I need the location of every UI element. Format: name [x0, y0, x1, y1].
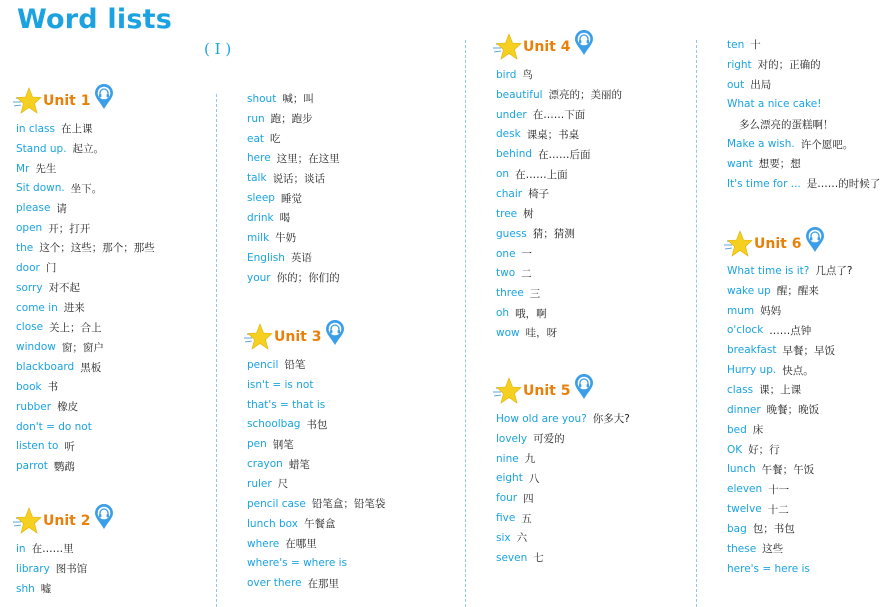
chinese-meaning: 猜；猜测 — [532, 228, 575, 241]
english-term: schoolbag — [247, 418, 301, 431]
english-term: come in — [16, 301, 58, 314]
unit-3-label: Unit 3 — [274, 329, 322, 345]
english-term: bag — [727, 522, 747, 535]
english-term: What a nice cake! — [727, 98, 822, 111]
word-entry — [727, 519, 852, 539]
chinese-meaning: 在……后面 — [538, 148, 591, 161]
english-term: What time is it? — [727, 264, 810, 277]
star-icon — [12, 86, 42, 116]
word-entry — [727, 281, 852, 301]
english-term: three — [496, 287, 524, 300]
word-entry — [727, 174, 880, 194]
english-term: crayon — [247, 458, 283, 471]
word-entry — [247, 188, 340, 208]
chinese-meaning: 在哪里 — [285, 538, 317, 551]
english-term: wake up — [727, 284, 771, 297]
word-entry — [496, 263, 622, 283]
word-entry — [16, 559, 87, 579]
english-term: nine — [496, 452, 519, 465]
chinese-meaning: 书包 — [306, 418, 328, 431]
unit-5-header — [492, 376, 594, 406]
english-term: right — [727, 58, 752, 71]
word-entry — [247, 248, 340, 268]
english-term: shh — [16, 582, 35, 595]
chinese-meaning: 在那里 — [307, 577, 340, 590]
english-term: Make a wish. — [727, 138, 795, 151]
word-entry — [16, 179, 155, 199]
chinese-meaning: 听 — [64, 440, 75, 453]
word-entry — [727, 559, 852, 579]
chinese-meaning: 在……上面 — [515, 168, 568, 181]
chinese-meaning: 尺 — [277, 478, 289, 491]
chinese-meaning: 在上课 — [60, 123, 93, 136]
english-term: guess — [496, 227, 527, 240]
english-term: eight — [496, 472, 523, 485]
chinese-meaning: 午餐；午饭 — [761, 463, 815, 476]
word-entry — [16, 278, 155, 298]
english-term: lovely — [496, 432, 528, 445]
english-term: book — [16, 380, 42, 393]
chinese-meaning: 四 — [523, 492, 534, 505]
unit-2-word-list — [16, 539, 87, 599]
star-icon — [12, 506, 42, 536]
chinese-meaning: 九 — [524, 453, 536, 466]
chinese-meaning: 对的；正确的 — [757, 59, 821, 72]
english-term: these — [727, 542, 757, 555]
english-term: ruler — [247, 477, 272, 490]
unit-5-label: Unit 5 — [523, 383, 571, 399]
chinese-meaning: 晚餐；晚饭 — [766, 404, 820, 417]
english-term: sleep — [247, 192, 275, 205]
word-entry — [16, 357, 155, 377]
word-entry — [496, 204, 622, 224]
word-entry — [727, 75, 880, 95]
english-term: lunch — [727, 463, 756, 476]
word-entry — [247, 89, 340, 109]
english-term: two — [496, 267, 516, 280]
word-entry — [727, 380, 852, 400]
chinese-meaning: 床 — [752, 424, 764, 437]
chinese-meaning: 请 — [56, 202, 67, 215]
english-term: dinner — [727, 403, 761, 416]
english-term: in class — [16, 122, 55, 135]
english-term: where's = where is — [247, 557, 348, 570]
chinese-meaning: 十 — [750, 39, 761, 52]
chinese-meaning: 这里；在这里 — [276, 152, 340, 165]
chinese-meaning: 开；打开 — [48, 222, 91, 235]
word-entry — [496, 125, 622, 145]
word-entry — [16, 539, 87, 559]
english-term: beautiful — [496, 88, 543, 101]
word-entry — [16, 579, 87, 599]
english-term: shout — [247, 92, 277, 105]
star-icon — [492, 32, 522, 62]
english-term: Stand up. — [16, 142, 67, 155]
unit-1-word-list — [16, 119, 155, 476]
word-entry — [16, 139, 155, 159]
unit-6-word-list — [727, 261, 852, 579]
chinese-meaning: 橡皮 — [57, 401, 79, 414]
word-entry — [727, 321, 852, 341]
chinese-meaning: 早餐；早饭 — [782, 344, 835, 357]
word-entry — [16, 377, 155, 397]
word-entry — [496, 283, 622, 303]
chinese-meaning: 出局 — [750, 79, 772, 92]
chinese-meaning: 关上；合上 — [49, 321, 102, 334]
word-entry — [727, 459, 852, 479]
english-term: one — [496, 247, 516, 260]
english-term: window — [16, 341, 56, 354]
chinese-meaning: 十一 — [768, 483, 790, 496]
chinese-meaning: 哇，呀 — [525, 327, 558, 340]
word-entry — [247, 534, 385, 554]
english-term: pencil case — [247, 497, 306, 510]
english-term: listen to — [16, 440, 59, 453]
chinese-meaning: 先生 — [35, 163, 57, 176]
word-entry — [247, 168, 340, 188]
star-icon — [723, 229, 753, 259]
chinese-meaning: 蜡笔 — [288, 458, 310, 471]
word-entry — [247, 553, 385, 573]
chinese-meaning: 起立。 — [72, 143, 105, 156]
word-entry — [496, 244, 622, 264]
word-entry — [496, 429, 630, 449]
english-term: How old are you? — [496, 412, 587, 425]
word-entry — [16, 198, 155, 218]
page-title: Word lists — [17, 4, 172, 35]
word-entry — [247, 268, 340, 288]
english-term: open — [16, 222, 43, 235]
chinese-meaning: 进来 — [63, 302, 85, 315]
english-term: here — [247, 152, 271, 165]
english-term: out — [727, 78, 745, 91]
word-entry — [496, 528, 630, 548]
chinese-meaning: 午餐盒 — [303, 518, 336, 531]
chinese-meaning: 图书馆 — [55, 563, 88, 576]
chinese-meaning: 喊；叫 — [282, 93, 314, 106]
word-entry — [496, 144, 622, 164]
english-term: milk — [247, 231, 270, 244]
word-entry — [247, 395, 385, 415]
chinese-meaning: 坐下。 — [70, 182, 103, 195]
chinese-meaning: 这些 — [762, 543, 784, 556]
english-term: blackboard — [16, 361, 75, 374]
english-term: desk — [496, 128, 521, 141]
word-entry — [727, 261, 852, 281]
word-entry — [16, 238, 155, 258]
chinese-meaning: 是……的时候了 — [806, 178, 881, 191]
chinese-meaning: 好；行 — [748, 444, 780, 457]
english-term: English — [247, 251, 285, 264]
word-entry — [496, 65, 622, 85]
column-divider — [696, 40, 697, 607]
word-entry — [496, 105, 622, 125]
chinese-meaning: ……点钟 — [769, 324, 812, 337]
unit-6-label: Unit 6 — [754, 236, 802, 252]
word-entry — [727, 539, 852, 559]
word-entry — [496, 508, 630, 528]
english-term: run — [247, 112, 265, 125]
word-entry — [247, 415, 385, 435]
english-term: library — [16, 562, 50, 575]
word-entry — [496, 184, 622, 204]
word-entry — [16, 159, 155, 179]
unit-3-header — [243, 322, 345, 352]
english-term: isn't = is not — [247, 378, 314, 391]
chinese-meaning: 英语 — [290, 252, 312, 265]
word-entry — [247, 434, 385, 454]
chinese-meaning: 铅笔盒；铅笔袋 — [311, 498, 386, 511]
word-entry — [247, 474, 385, 494]
english-term: that's = that is — [247, 398, 326, 411]
word-entry — [496, 85, 622, 105]
chinese-meaning: 八 — [528, 472, 540, 485]
chinese-meaning: 哦，啊 — [515, 307, 547, 320]
english-term: OK — [727, 443, 743, 456]
chinese-meaning: 鹦鹉 — [53, 460, 75, 473]
english-term: lunch box — [247, 517, 298, 530]
column-divider — [465, 40, 466, 607]
chinese-meaning: 六 — [516, 532, 528, 545]
english-term: please — [16, 202, 51, 215]
chinese-meaning: 许个愿吧。 — [800, 138, 854, 151]
english-term: over there — [247, 577, 302, 590]
chinese-meaning: 几点了? — [815, 265, 853, 278]
word-entry — [727, 154, 880, 174]
chinese-meaning: 椅子 — [528, 188, 550, 201]
english-term: seven — [496, 551, 528, 564]
word-entry — [16, 218, 155, 238]
english-term: tree — [496, 207, 518, 220]
chinese-meaning: 课；上课 — [759, 384, 802, 397]
english-term: pen — [247, 438, 267, 451]
word-entry — [496, 469, 630, 489]
chinese-meaning: 想要；想 — [758, 158, 801, 171]
word-entry — [247, 109, 340, 129]
chinese-meaning: 二 — [521, 267, 532, 280]
english-term: don't = do not — [16, 420, 92, 433]
word-entry — [727, 35, 880, 55]
unit-4-word-list — [496, 65, 622, 343]
english-term: five — [496, 512, 516, 525]
english-term: twelve — [727, 503, 762, 516]
chinese-meaning: 醒；醒来 — [776, 285, 819, 298]
chinese-meaning: 睡觉 — [280, 192, 302, 205]
audio-icon[interactable] — [805, 227, 825, 253]
word-entry — [247, 149, 340, 169]
unit-3-word-list — [247, 355, 385, 593]
word-entry — [16, 417, 155, 437]
word-entry — [247, 228, 340, 248]
english-term: bird — [496, 68, 517, 81]
word-entry — [727, 301, 852, 321]
chinese-meaning: 多么漂亮的蛋糕啊！ — [739, 118, 834, 131]
chinese-meaning: 妈妈 — [760, 305, 782, 318]
word-entry — [727, 360, 852, 380]
word-entry — [247, 514, 385, 534]
chinese-meaning: 在……里 — [31, 543, 74, 556]
chinese-meaning: 吃 — [270, 133, 281, 146]
word-entry — [727, 499, 852, 519]
english-term: chair — [496, 187, 523, 200]
english-term: in — [16, 542, 26, 555]
word-entry — [16, 337, 155, 357]
english-term: the — [16, 241, 34, 254]
english-term: parrot — [16, 460, 48, 473]
word-entry — [496, 488, 630, 508]
chinese-meaning: 包；书包 — [752, 523, 795, 536]
english-term: six — [496, 531, 511, 544]
chinese-meaning: 牛奶 — [275, 232, 297, 245]
chinese-meaning: 五 — [521, 512, 532, 525]
chinese-meaning: 说话；谈话 — [272, 172, 326, 185]
chinese-meaning: 这个；这些；那个；那些 — [39, 242, 155, 255]
chinese-meaning: 跑；跑步 — [270, 113, 313, 126]
word-entry — [247, 355, 385, 375]
unit-6-header — [723, 229, 825, 259]
english-term: o'clock — [727, 324, 764, 337]
word-entry — [496, 409, 630, 429]
chinese-meaning: 树 — [523, 208, 534, 221]
unit-5-word-list — [496, 409, 630, 568]
english-term: under — [496, 108, 527, 121]
chinese-meaning: 书 — [47, 381, 59, 394]
word-entry — [727, 134, 880, 154]
word-entry — [247, 494, 385, 514]
chinese-meaning: 钢笔 — [272, 438, 294, 451]
chinese-meaning: 你多大? — [592, 413, 630, 426]
chinese-meaning: 一 — [521, 248, 533, 261]
unit-5-word-list-continued — [727, 35, 880, 194]
english-term: mum — [727, 304, 755, 317]
word-entry — [727, 400, 852, 420]
chinese-meaning: 你的；你们的 — [276, 272, 340, 285]
english-term: door — [16, 261, 40, 274]
word-entry — [16, 317, 155, 337]
english-term: ten — [727, 38, 745, 51]
word-entry — [496, 224, 622, 244]
word-entry — [496, 323, 622, 343]
chinese-meaning: 可爱的 — [533, 433, 565, 446]
english-term: wow — [496, 326, 520, 339]
audio-icon[interactable] — [574, 374, 594, 400]
chinese-meaning: 鸟 — [522, 69, 533, 82]
word-entry — [727, 479, 852, 499]
word-entry — [496, 548, 630, 568]
audio-icon[interactable] — [94, 504, 114, 530]
chinese-meaning: 快点。 — [782, 364, 814, 377]
word-entry — [496, 449, 630, 469]
word-entry — [16, 258, 155, 278]
english-term: drink — [247, 211, 274, 224]
english-term: behind — [496, 148, 533, 161]
english-term: sorry — [16, 281, 43, 294]
star-icon — [243, 322, 273, 352]
chinese-meaning: 漂亮的；美丽的 — [548, 89, 623, 102]
word-entry — [727, 55, 880, 75]
english-term: Sit down. — [16, 182, 65, 195]
chinese-meaning: 十二 — [767, 503, 789, 516]
word-entry — [16, 437, 155, 457]
unit-1-word-list-continued — [247, 89, 340, 287]
english-term: class — [727, 383, 754, 396]
chinese-meaning: 课桌；书桌 — [526, 128, 580, 141]
english-term: It's time for ... — [727, 177, 801, 190]
chinese-meaning: 三 — [529, 287, 541, 300]
english-term: bed — [727, 423, 747, 436]
chinese-meaning: 在……下面 — [532, 109, 586, 122]
english-term: eleven — [727, 483, 763, 496]
audio-icon[interactable] — [94, 84, 114, 110]
chinese-meaning: 对不起 — [48, 282, 81, 295]
word-entry — [16, 298, 155, 318]
word-entry — [247, 129, 340, 149]
word-entry — [727, 95, 880, 115]
english-term: oh — [496, 307, 510, 320]
chinese-meaning: 黑板 — [80, 361, 102, 374]
english-term: Mr — [16, 162, 30, 175]
word-entry — [727, 114, 880, 134]
word-entry — [16, 397, 155, 417]
chinese-meaning: 喝 — [279, 212, 291, 225]
word-entry — [247, 454, 385, 474]
chinese-meaning: 七 — [533, 552, 544, 565]
word-entry — [727, 340, 852, 360]
english-term: pencil — [247, 358, 279, 371]
audio-icon[interactable] — [574, 30, 594, 56]
star-icon — [492, 376, 522, 406]
english-term: talk — [247, 172, 267, 185]
chinese-meaning: 门 — [45, 262, 57, 275]
english-term: where — [247, 537, 280, 550]
english-term: Hurry up. — [727, 364, 777, 377]
unit-4-label: Unit 4 — [523, 39, 571, 55]
chinese-meaning: 铅笔 — [284, 359, 306, 372]
word-entry — [247, 375, 385, 395]
word-entry — [496, 303, 622, 323]
word-entry — [16, 119, 155, 139]
section-number: ( I ) — [204, 40, 232, 58]
english-term: breakfast — [727, 344, 777, 357]
word-entry — [727, 420, 852, 440]
english-term: on — [496, 168, 510, 181]
english-term: eat — [247, 132, 265, 145]
chinese-meaning: 嘘 — [40, 583, 52, 596]
english-term: your — [247, 271, 271, 284]
english-term: want — [727, 157, 753, 170]
unit-1-header — [12, 86, 114, 116]
audio-icon[interactable] — [325, 320, 345, 346]
word-entry — [496, 164, 622, 184]
english-term: rubber — [16, 400, 52, 413]
word-entry — [247, 573, 385, 593]
english-term: close — [16, 321, 44, 334]
english-term: here's = here is — [727, 562, 810, 575]
word-entry — [247, 208, 340, 228]
unit-2-label: Unit 2 — [43, 513, 91, 529]
unit-2-header — [12, 506, 114, 536]
english-term: four — [496, 492, 518, 505]
column-divider — [216, 94, 217, 607]
unit-4-header — [492, 32, 594, 62]
word-entry — [16, 456, 155, 476]
unit-1-label: Unit 1 — [43, 93, 91, 109]
word-entry — [727, 440, 852, 460]
chinese-meaning: 窗；窗户 — [61, 341, 104, 354]
